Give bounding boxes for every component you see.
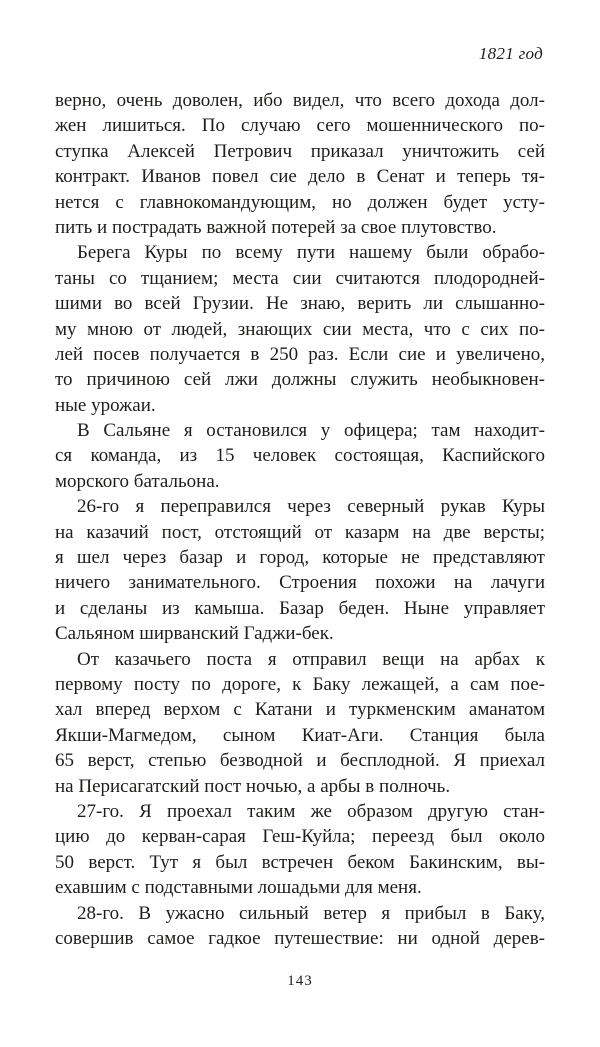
text-line: цию до керван-сарая Геш-Куйла; переезд был около xyxy=(55,826,545,848)
text-line: на Перисагатский пост ночью, а арбы в полночь. xyxy=(55,775,451,797)
text-line: и сделаны из камыша. Базар беден. Ныне управляет xyxy=(55,597,545,619)
text-line: то причиною сей лжи должны служить необыкновен- xyxy=(55,369,545,391)
text-line: ные урожаи. xyxy=(55,394,156,416)
text-line: нется с главнокомандующим, но должен будет усту- xyxy=(55,191,545,213)
page-number: 143 xyxy=(287,973,313,989)
paragraph xyxy=(55,240,545,418)
text-line: пить и пострадать важной потерей за свое плутовство. xyxy=(55,216,497,238)
text-line: Якши-Магмедом, сыном Киат-Аги. Станция была xyxy=(55,724,545,746)
text-line: 27-го. Я проехал таким же образом другую стан- xyxy=(77,800,545,822)
text-line: ся команда, из 15 человек состоящая, Каспийского xyxy=(55,445,545,467)
paragraph xyxy=(55,418,545,494)
paragraph xyxy=(55,647,545,799)
text-line: 26-го я переправился через северный рукав Куры xyxy=(77,496,545,518)
text-line: ехавшим с подставными лошадьми для меня. xyxy=(55,877,422,899)
text-line: совершив самое гадкое путешествие: ни одной дерев- xyxy=(55,927,545,949)
text-line: верно, очень доволен, ибо видел, что всего дохода дол- xyxy=(55,90,545,111)
paragraph xyxy=(55,901,545,952)
text-line: Сальяном ширванский Гаджи-бек. xyxy=(55,623,334,645)
text-line: на казачий пост, отстоящий от казарм на две версты; xyxy=(55,521,545,543)
text-line: 28-го. В ужасно сильный ветер я прибыл в Баку, xyxy=(77,902,545,924)
text-line: морского батальона. xyxy=(55,470,220,492)
text-line: ступка Алексей Петрович приказал уничтожить сей xyxy=(55,140,545,162)
text-line: От казачьего поста я отправил вещи на арбах к xyxy=(77,648,545,670)
text-line: шими во всей Грузии. Не знаю, верить ли слышанно- xyxy=(55,293,545,315)
text-line: 50 верст. Тут я был встречен беком Бакинским, вы- xyxy=(55,851,545,873)
paragraph xyxy=(55,494,545,646)
text-line: контракт. Иванов повел сие дело в Сенат и теперь тя- xyxy=(55,166,545,188)
text-line: му мною от людей, знающих сии места, что с сих по- xyxy=(55,318,545,340)
text-line: хал вперед верхом с Катани и туркменским аманатом xyxy=(55,699,545,721)
text-line: ничего занимательного. Строения похожи на лачуги xyxy=(55,572,545,594)
text-line: Берега Куры по всему пути нашему были обрабо- xyxy=(77,242,545,264)
paragraph xyxy=(55,88,545,240)
paragraph xyxy=(55,799,545,901)
text-line: жен лишиться. По случаю сего мошеннического по- xyxy=(55,115,545,137)
text-line: 65 верст, степью безводной и бесплодной. Я приехал xyxy=(55,750,545,772)
text-line: В Сальяне я остановился у офицера; там находит- xyxy=(77,420,545,442)
text-line: первому посту по дороге, к Баку лежащей, а сам пое- xyxy=(55,673,545,695)
running-header: 1821 год xyxy=(478,44,543,63)
text-line: я шел через базар и город, которые не представляют xyxy=(55,547,545,569)
text-line: таны со тщанием; места сии считаются плодородней- xyxy=(55,267,545,289)
page-body-text xyxy=(55,88,545,951)
text-line: лей посев получается в 250 раз. Если сие и увеличено, xyxy=(55,343,545,365)
